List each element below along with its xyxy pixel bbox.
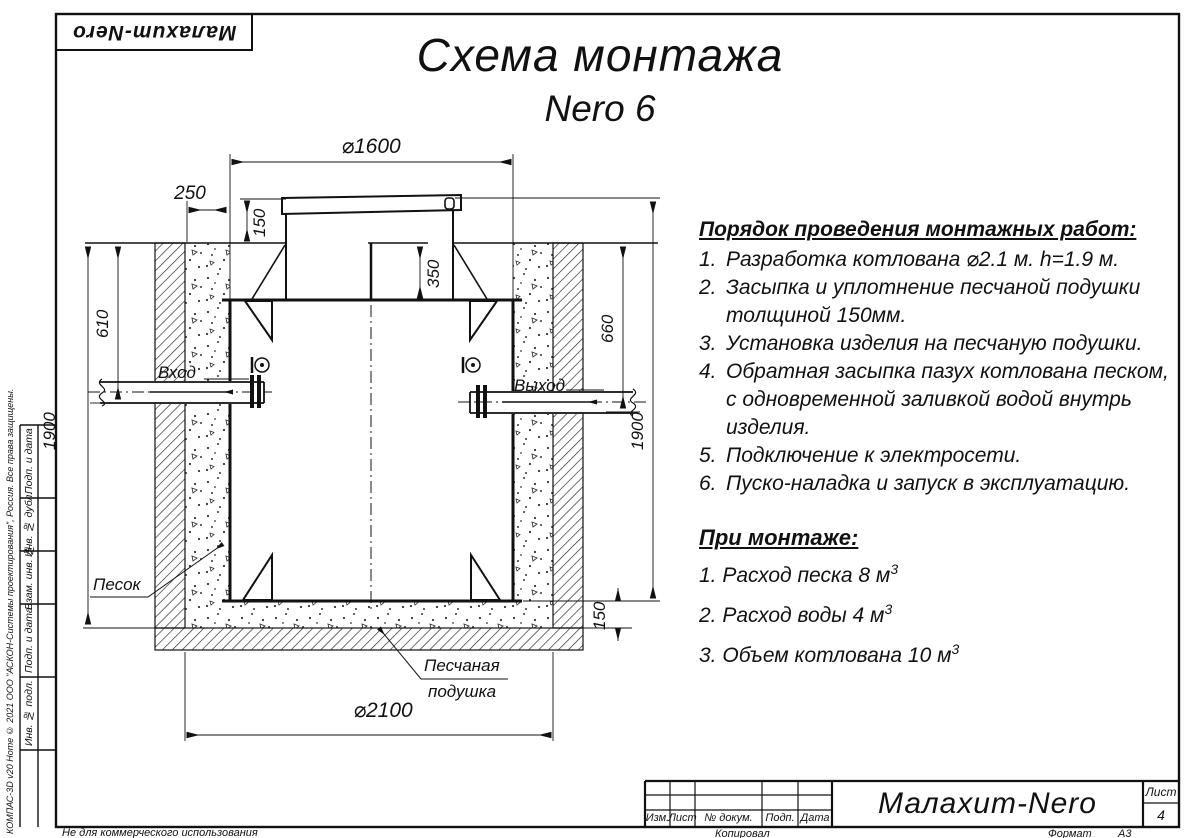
titleblock-col-doc: № докум. xyxy=(704,812,753,824)
page-subtitle: Nero 6 xyxy=(544,88,656,129)
stamp-cell-inv-dubl: Инв. № дубл. xyxy=(23,491,35,558)
fitting-symbols xyxy=(252,357,480,373)
stamp-cell-vzam-inv: Взам. инв. № xyxy=(23,544,35,611)
dim-top-diameter: ⌀1600 xyxy=(341,134,401,158)
instruction-item: 5. Подключение к электросети. xyxy=(699,444,1022,467)
dim-lid-above-ground: 150 xyxy=(250,208,269,238)
stamp-cell-podp-data-1: Подп. и дата xyxy=(23,428,35,495)
montage-heading: При монтаже: xyxy=(699,525,859,550)
instruction-item: 4. Обратная засыпка пазух котлована песком, с одновременной заливкой водой внутрь изделия. xyxy=(699,360,1169,439)
instruction-item: 2. Засыпка и уплотнение песчаной подушки толщиной 150мм. xyxy=(699,276,1141,327)
montage-item: 2. Расход воды 4 $м^3$ xyxy=(699,601,893,627)
montage-item: 1. Расход песка 8 $м^3$ xyxy=(699,561,899,587)
stamp-cell-podp-data-2: Подп. и дата xyxy=(23,607,35,674)
instruction-item: 6. Пуско-наладка и запуск в эксплуатацию. xyxy=(699,472,1131,495)
dim-pit-diameter: ⌀2100 xyxy=(353,698,413,722)
cushion-label-line1: Песчаная xyxy=(424,656,500,675)
logo-text: Малахит-Nero xyxy=(71,21,237,44)
dim-side-gap: 250 xyxy=(174,183,206,204)
format-value: А3 xyxy=(1118,828,1132,838)
instructions-block xyxy=(699,216,1179,498)
titleblock-col-podp: Подп. xyxy=(765,812,795,824)
titleblock-col-list: Лист xyxy=(668,812,697,824)
instruction-item: 3. Установка изделия на песчаную подушки. xyxy=(699,332,1143,355)
footer-note: Не для коммерческого использования xyxy=(62,827,258,838)
dim-cushion-thickness: 150 xyxy=(590,601,609,631)
dim-neck-depth: 350 xyxy=(424,259,443,289)
outlet-label: Выход xyxy=(514,376,566,395)
sand-label: Песок xyxy=(93,575,141,594)
dim-outlet-depth: 660 xyxy=(598,314,617,344)
instruction-item: 1. Разработка котлована ⌀2.1 м. h=1.9 м. xyxy=(699,248,1120,271)
page-title: Схема монтажа xyxy=(416,29,784,81)
titleblock-col-data: Дата xyxy=(800,812,830,824)
titleblock-sheet-label: Лист xyxy=(1145,785,1177,799)
montage-block xyxy=(699,525,1179,681)
cushion-label-line2: подушка xyxy=(428,682,497,701)
montage-item: 3. Объем котлована 10 $м^3$ xyxy=(699,641,960,667)
titleblock-col-izm: Изм. xyxy=(645,812,670,824)
dim-pit-depth-left: 1900 xyxy=(40,412,59,450)
logo-box xyxy=(56,14,252,50)
dim-tank-height-right: 1900 xyxy=(628,412,647,450)
dim-inlet-depth: 610 xyxy=(93,309,112,339)
instructions-heading: Порядок проведения монтажных работ: xyxy=(699,218,1137,241)
titleblock-product: Малахит-Nero xyxy=(878,787,1097,820)
stamp-cell-inv-podl: Инв. № подл. xyxy=(23,680,35,747)
inlet-label: Вход xyxy=(158,363,196,382)
kompas-watermark: КОМПАС-3D v20 Home © 2021 ООО "АСКОН-Системы проектирования", Россия. Все права защищены. xyxy=(5,388,15,834)
titleblock-sheet-number: 4 xyxy=(1157,806,1165,823)
copied-label: Копировал xyxy=(715,828,770,838)
format-label: Формат xyxy=(1048,828,1092,838)
